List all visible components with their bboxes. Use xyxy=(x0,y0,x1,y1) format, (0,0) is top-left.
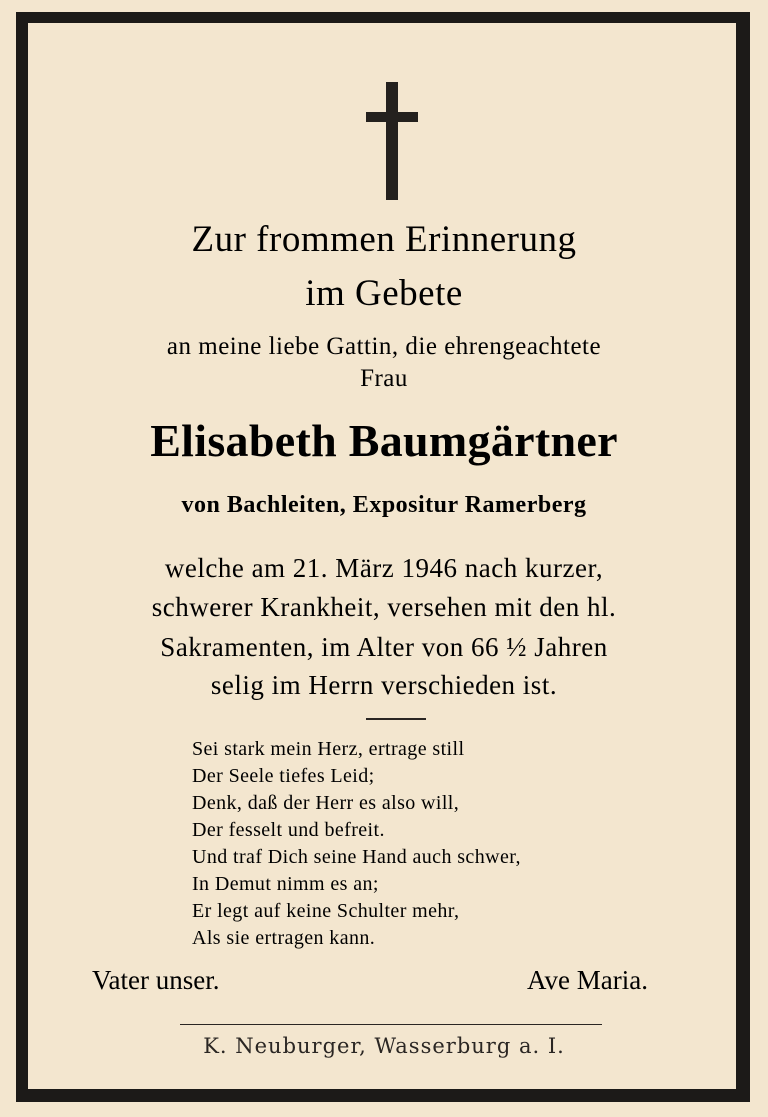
separator-dash xyxy=(366,718,426,720)
body-line-3: Sakramenten, im Alter von 66 ½ Jahren xyxy=(160,632,608,662)
salutation: Frau xyxy=(360,365,408,392)
poem-line: Und traf Dich seine Hand auch schwer, xyxy=(192,846,521,868)
deceased-name: Elisabeth Baumgärtner xyxy=(150,415,618,466)
poem-line: Sei stark mein Herz, ertrage still xyxy=(192,738,465,760)
body-line-4: selig im Herrn verschieden ist. xyxy=(210,670,558,700)
poem-line: Er legt auf keine Schulter mehr, xyxy=(192,900,460,922)
title-line-2: im Gebete xyxy=(305,273,463,314)
poem-line: Der Seele tiefes Leid; xyxy=(192,765,375,787)
body-line-2: schwerer Krankheit, versehen mit den hl. xyxy=(151,592,617,622)
intro-text: an meine liebe Gattin, die ehrengeachtete xyxy=(166,333,602,360)
origin-text: von Bachleiten, Expositur Ramerberg xyxy=(181,492,587,518)
prayer-vater-unser: Vater unser. xyxy=(92,965,220,995)
prayer-ave-maria: Ave Maria. xyxy=(527,965,648,995)
title-line-1: Zur frommen Erinnerung xyxy=(191,219,577,260)
poem-line: Als sie ertragen kann. xyxy=(192,927,376,949)
poem-line: Denk, daß der Herr es also will, xyxy=(192,792,460,814)
poem-line: In Demut nimm es an; xyxy=(192,873,379,895)
body-line-1: welche am 21. März 1946 nach kurzer, xyxy=(164,553,604,583)
poem-line: Der fesselt und befreit. xyxy=(192,819,385,841)
printer-imprint: K. Neuburger, Wasserburg a. I. xyxy=(203,1034,565,1058)
printer-rule xyxy=(180,1024,602,1025)
poem xyxy=(192,736,521,952)
